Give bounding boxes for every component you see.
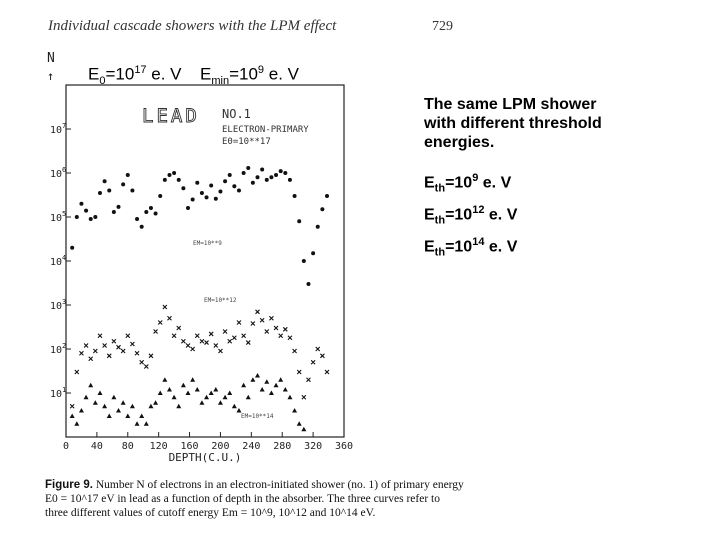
point-em12 xyxy=(191,347,195,351)
point-em12 xyxy=(177,326,181,330)
point-em9 xyxy=(144,210,148,214)
y-tick-label: $10^3$ xyxy=(50,298,67,312)
point-em14 xyxy=(144,421,149,426)
point-em9 xyxy=(256,175,260,179)
point-em12 xyxy=(144,365,148,369)
figure-caption xyxy=(45,478,465,520)
material-label: LEAD xyxy=(142,105,200,127)
point-em12 xyxy=(167,316,171,320)
data-marks xyxy=(70,166,329,431)
point-em9 xyxy=(158,194,162,198)
point-em14 xyxy=(199,400,204,405)
point-em9 xyxy=(135,217,139,221)
point-em9 xyxy=(130,189,134,193)
run-label: NO.1 xyxy=(222,107,251,121)
min-energy-label: $E_{min}=10^9$ e. V xyxy=(200,64,300,88)
point-em12 xyxy=(117,345,121,349)
point-em14 xyxy=(241,383,246,388)
point-em14 xyxy=(301,427,306,432)
point-em9 xyxy=(126,173,130,177)
point-em12 xyxy=(274,326,278,330)
x-tick-label: 40 xyxy=(90,441,103,452)
point-em9 xyxy=(316,225,320,229)
point-em14 xyxy=(107,414,112,419)
point-em9 xyxy=(297,219,301,223)
threshold-label-1: $E_{th}=10^9$ e. V xyxy=(424,172,512,195)
point-em9 xyxy=(149,206,153,210)
point-em12 xyxy=(209,332,213,336)
point-em14 xyxy=(125,414,130,419)
point-em9 xyxy=(279,169,283,173)
point-em9 xyxy=(320,207,324,211)
point-em14 xyxy=(84,395,89,400)
point-em14 xyxy=(204,395,209,400)
point-em9 xyxy=(117,205,121,209)
point-em9 xyxy=(75,215,79,219)
x-tick-label: 280 xyxy=(273,441,292,452)
point-em14 xyxy=(218,400,223,405)
point-em12 xyxy=(283,327,287,331)
point-em14 xyxy=(88,383,93,388)
point-em9 xyxy=(302,259,306,263)
point-em9 xyxy=(79,202,83,206)
point-em14 xyxy=(283,387,288,392)
point-em12 xyxy=(260,318,264,322)
y-tick-label: $10^2$ xyxy=(50,342,67,356)
point-em12 xyxy=(320,354,324,358)
initial-energy-label: $E_0=10^{17}$ e. V xyxy=(88,64,182,88)
threshold-label-3: $E_{th}=10^{14}$ e. V xyxy=(424,236,518,259)
point-em9 xyxy=(223,179,227,183)
point-em12 xyxy=(228,339,232,343)
point-em12 xyxy=(79,351,83,355)
point-em12 xyxy=(103,344,107,348)
primary-label: ELECTRON-PRIMARY xyxy=(222,125,309,135)
point-em14 xyxy=(190,377,195,382)
y-tick-label: $10^6$ xyxy=(50,166,67,180)
x-axis-ticks xyxy=(63,432,353,452)
point-em9 xyxy=(209,183,213,187)
point-em9 xyxy=(107,189,111,193)
energy-label: E0=10**17 xyxy=(222,137,271,147)
point-em14 xyxy=(70,414,75,419)
point-em14 xyxy=(116,408,121,413)
point-em12 xyxy=(163,305,167,309)
point-em14 xyxy=(213,387,218,392)
point-em9 xyxy=(191,197,195,201)
point-em9 xyxy=(242,171,246,175)
point-em14 xyxy=(158,391,163,396)
point-em9 xyxy=(293,194,297,198)
point-em12 xyxy=(214,344,218,348)
point-em12 xyxy=(306,378,310,382)
point-em9 xyxy=(181,186,185,190)
point-em9 xyxy=(311,251,315,255)
point-em9 xyxy=(306,282,310,286)
point-em9 xyxy=(186,206,190,210)
point-em12 xyxy=(181,339,185,343)
page-number: 729 xyxy=(432,19,453,34)
point-em14 xyxy=(250,377,255,382)
point-em14 xyxy=(162,377,167,382)
point-em12 xyxy=(112,339,116,343)
point-em12 xyxy=(223,329,227,333)
point-em12 xyxy=(265,329,269,333)
point-em14 xyxy=(74,421,79,426)
point-em12 xyxy=(311,360,315,364)
x-tick-label: 200 xyxy=(211,441,230,452)
point-em14 xyxy=(130,404,135,409)
point-em12 xyxy=(84,344,88,348)
point-em9 xyxy=(93,215,97,219)
caption-text: Number N of electrons in an electron-initiated shower (no. 1) of primary energy E0 = 10^17 eV in lead as a function of depth in the absorber. The three curves refer to three different values of cutoff energy Em = 10^9, 10^12 and 10^14 eV. xyxy=(45,479,464,519)
y-axis-ticks xyxy=(50,122,71,400)
point-em14 xyxy=(292,408,297,413)
point-em12 xyxy=(158,321,162,325)
point-em14 xyxy=(167,387,172,392)
point-em9 xyxy=(218,189,222,193)
point-em9 xyxy=(214,197,218,201)
point-em9 xyxy=(269,175,273,179)
point-em9 xyxy=(228,173,232,177)
threshold-label-2: $E_{th}=10^{12}$ e. V xyxy=(424,204,518,227)
point-em12 xyxy=(195,334,199,338)
point-em12 xyxy=(200,339,204,343)
point-em12 xyxy=(107,354,111,358)
point-em12 xyxy=(75,370,79,374)
point-em14 xyxy=(176,404,181,409)
page-header-title: Individual cascade showers with the LPM effect xyxy=(48,18,337,34)
point-em9 xyxy=(265,178,269,182)
point-em12 xyxy=(172,334,176,338)
point-em12 xyxy=(149,354,153,358)
x-tick-label: 120 xyxy=(149,441,168,452)
point-em9 xyxy=(70,246,74,250)
point-em14 xyxy=(93,400,98,405)
x-tick-label: 0 xyxy=(62,441,70,452)
point-em12 xyxy=(98,334,102,338)
point-em12 xyxy=(242,334,246,338)
point-em14 xyxy=(255,373,260,378)
point-em12 xyxy=(205,341,209,345)
point-em12 xyxy=(269,316,273,320)
series-label-em9: EM=10**9 xyxy=(193,240,222,247)
point-em9 xyxy=(98,191,102,195)
point-em9 xyxy=(232,184,236,188)
point-em9 xyxy=(167,173,171,177)
point-em9 xyxy=(112,210,116,214)
point-em14 xyxy=(172,395,177,400)
point-em14 xyxy=(223,395,228,400)
point-em9 xyxy=(200,191,204,195)
point-em12 xyxy=(135,351,139,355)
y-tick-label: $10^1$ xyxy=(50,386,67,400)
point-em14 xyxy=(297,421,302,426)
point-em9 xyxy=(195,181,199,185)
point-em12 xyxy=(130,342,134,346)
point-em12 xyxy=(325,370,329,374)
series-label-em12: EM=10**12 xyxy=(204,297,237,304)
point-em12 xyxy=(279,334,283,338)
point-em9 xyxy=(163,178,167,182)
point-em12 xyxy=(140,360,144,364)
point-em9 xyxy=(288,178,292,182)
y-axis-arrow: ↑ xyxy=(47,69,55,83)
point-em9 xyxy=(140,225,144,229)
point-em12 xyxy=(154,329,158,333)
point-em14 xyxy=(227,391,232,396)
y-axis-symbol: N xyxy=(47,51,55,66)
x-tick-label: 240 xyxy=(242,441,261,452)
point-em12 xyxy=(302,395,306,399)
point-em12 xyxy=(218,349,222,353)
point-em14 xyxy=(139,414,144,419)
y-tick-label: $10^7$ xyxy=(50,122,67,136)
point-em12 xyxy=(293,349,297,353)
point-em9 xyxy=(121,182,125,186)
point-em14 xyxy=(260,387,265,392)
point-em12 xyxy=(246,341,250,345)
point-em14 xyxy=(102,404,107,409)
point-em9 xyxy=(205,195,209,199)
point-em14 xyxy=(246,395,251,400)
point-em14 xyxy=(209,391,214,396)
point-em9 xyxy=(154,212,158,216)
point-em12 xyxy=(232,336,236,340)
point-em12 xyxy=(186,344,190,348)
point-em12 xyxy=(126,334,130,338)
point-em14 xyxy=(153,400,158,405)
point-em14 xyxy=(181,383,186,388)
point-em14 xyxy=(186,391,191,396)
point-em12 xyxy=(316,347,320,351)
point-em14 xyxy=(274,383,279,388)
point-em14 xyxy=(121,400,126,405)
point-em12 xyxy=(288,336,292,340)
point-em12 xyxy=(70,404,74,408)
point-em12 xyxy=(256,310,260,314)
point-em9 xyxy=(103,179,107,183)
point-em9 xyxy=(283,171,287,175)
point-em9 xyxy=(251,181,255,185)
series-label-em14: EM=10**14 xyxy=(241,413,274,420)
point-em14 xyxy=(269,391,274,396)
point-em12 xyxy=(89,357,93,361)
point-em9 xyxy=(84,209,88,213)
point-em9 xyxy=(237,189,241,193)
point-em14 xyxy=(148,404,153,409)
point-em9 xyxy=(172,171,176,175)
point-em12 xyxy=(237,321,241,325)
point-em12 xyxy=(93,349,97,353)
caption-label: Figure 9. xyxy=(45,479,93,491)
point-em14 xyxy=(111,395,116,400)
x-tick-label: 320 xyxy=(304,441,323,452)
point-em14 xyxy=(287,395,292,400)
point-em14 xyxy=(264,379,269,384)
point-em12 xyxy=(297,370,301,374)
point-em9 xyxy=(89,217,93,221)
point-em12 xyxy=(251,321,255,325)
point-em12 xyxy=(121,349,125,353)
point-em9 xyxy=(325,194,329,198)
point-em9 xyxy=(274,173,278,177)
y-tick-label: $10^5$ xyxy=(50,210,67,224)
lpm-note-intro: The same LPM shower with different threshold energies. xyxy=(424,96,602,151)
point-em14 xyxy=(97,391,102,396)
x-axis-label: DEPTH(C.U.) xyxy=(168,451,242,464)
point-em14 xyxy=(195,387,200,392)
y-tick-label: $10^4$ xyxy=(50,254,67,268)
point-em14 xyxy=(278,377,283,382)
point-em14 xyxy=(236,408,241,413)
point-em14 xyxy=(135,421,140,426)
x-tick-label: 360 xyxy=(334,441,354,452)
point-em14 xyxy=(232,404,237,409)
x-tick-label: 80 xyxy=(121,441,134,452)
point-em9 xyxy=(177,178,181,182)
point-em9 xyxy=(260,168,264,172)
point-em9 xyxy=(246,166,250,170)
x-tick-label: 160 xyxy=(180,441,199,452)
point-em14 xyxy=(79,408,84,413)
